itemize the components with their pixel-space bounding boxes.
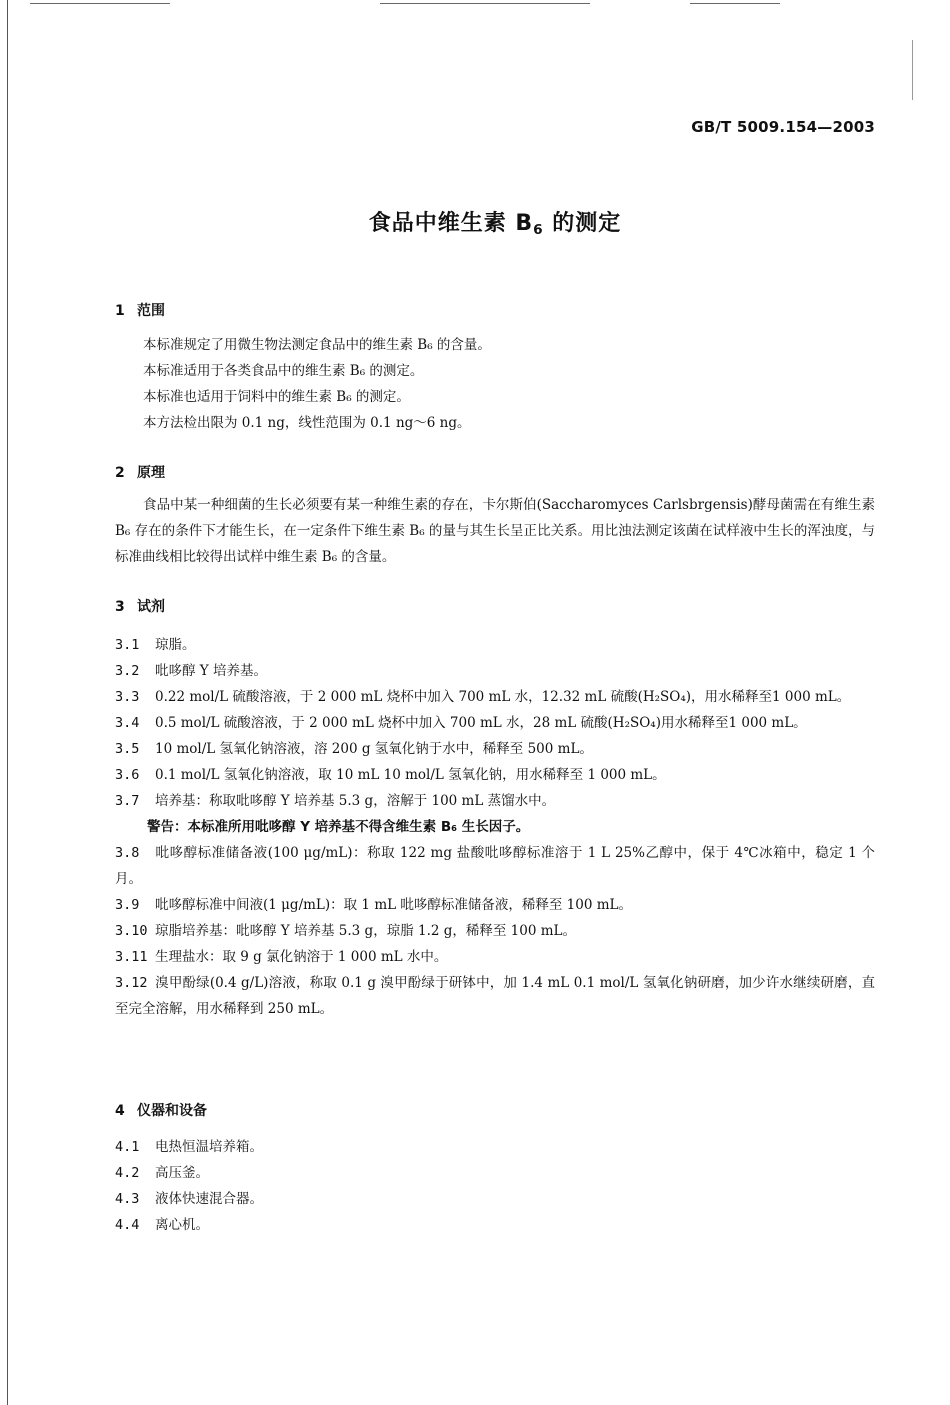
warning-note: 警告：本标准所用吡哆醇 Y 培养基不得含维生素 B₆ 生长因子。 [147, 819, 530, 835]
scan-top-rule [380, 3, 590, 4]
reagents-list [115, 632, 875, 1022]
title-text: 食品中维生素 B [368, 211, 534, 236]
list-item: 3.11 生理盐水：取 9 g 氯化钠溶于 1 000 mL 水中。 [115, 949, 448, 965]
list-item: 4.1 电热恒温培养箱。 [115, 1139, 263, 1155]
section-scope [115, 300, 875, 320]
section-number: 2 [115, 465, 125, 481]
list-item: 3.5 10 mol/L 氢氧化钠溶液，溶 200 g 氢氧化钠于水中，稀释至 500 mL。 [115, 741, 593, 757]
list-item: 3.6 0.1 mol/L 氢氧化钠溶液，取 10 mL 10 mol/L 氢氧化钠，用水稀释至 1 000 mL。 [115, 767, 666, 783]
title-tail: 的测定 [543, 211, 622, 236]
paragraph: 本标准规定了用微生物法测定食品中的维生素 B₆ 的含量。 [143, 337, 491, 353]
list-item: 3.1 琼脂。 [115, 637, 196, 653]
section-heading [115, 596, 875, 616]
list-item: 3.2 吡哆醇 Y 培养基。 [115, 663, 267, 679]
list-item: 3.8 吡哆醇标准储备液(100 μg/mL)：称取 122 mg 盐酸吡哆醇标准溶于 1 L 25%乙醇中，保于 4℃冰箱中，稳定 1 个月。 [115, 845, 875, 887]
list-item: 3.7 培养基：称取吡哆醇 Y 培养基 5.3 g，溶解于 100 mL 蒸馏水中。 [115, 793, 556, 809]
paragraph: 本标准也适用于饲料中的维生素 B₆ 的测定。 [143, 389, 410, 405]
standard-code: GB/T 5009.154—2003 [691, 118, 875, 136]
section-title: 仪器和设备 [137, 1103, 207, 1119]
list-item: 3.12 溴甲酚绿(0.4 g/L)溶液，称取 0.1 g 溴甲酚绿于研钵中，加 1.4 mL 0.1 mol/L 氢氧化钠研磨，加少许水继续研磨，直至完全溶解，用水稀释到 250 mL。 [115, 975, 875, 1017]
section-heading [115, 1100, 875, 1120]
section-number: 1 [115, 303, 125, 319]
document-title [0, 206, 950, 238]
section-title: 试剂 [137, 599, 165, 615]
list-item: 4.4 离心机。 [115, 1217, 209, 1233]
section-title: 范围 [137, 303, 165, 319]
section-heading [115, 300, 875, 320]
section-heading [115, 462, 875, 482]
list-item: 3.4 0.5 mol/L 硫酸溶液，于 2 000 mL 烧杯中加入 700 mL 水，28 mL 硫酸(H₂SO₄)用水稀释至1 000 mL。 [115, 715, 807, 731]
title-subscript: 6 [533, 222, 544, 239]
list-item: 3.10 琼脂培养基：吡哆醇 Y 培养基 5.3 g，琼脂 1.2 g，稀释至 100 mL。 [115, 923, 576, 939]
section-title: 原理 [137, 465, 165, 481]
section-principle [115, 462, 875, 482]
scan-side-mark [912, 40, 913, 100]
scan-top-rule [690, 3, 780, 4]
list-item: 3.9 吡哆醇标准中间液(1 μg/mL)：取 1 mL 吡哆醇标准储备液，稀释至 100 mL。 [115, 897, 632, 913]
apparatus-list [115, 1134, 875, 1238]
list-item: 3.3 0.22 mol/L 硫酸溶液，于 2 000 mL 烧杯中加入 700 mL 水，12.32 mL 硫酸(H₂SO₄)，用水稀释至1 000 mL。 [115, 689, 851, 705]
section-reagents [115, 596, 875, 616]
section-number: 3 [115, 599, 125, 615]
section-number: 4 [115, 1103, 125, 1119]
list-item: 4.2 高压釜。 [115, 1165, 209, 1181]
paragraph: 本标准适用于各类食品中的维生素 B₆ 的测定。 [143, 363, 424, 379]
list-item: 4.3 液体快速混合器。 [115, 1191, 263, 1207]
scope-body [115, 332, 875, 436]
section-apparatus [115, 1100, 875, 1120]
paragraph: 本方法检出限为 0.1 ng，线性范围为 0.1 ng～6 ng。 [143, 415, 471, 431]
scan-top-rule [30, 3, 170, 4]
principle-body [115, 492, 875, 570]
paragraph: 食品中某一种细菌的生长必须要有某一种维生素的存在，卡尔斯伯(Saccharomyces Carlsbrgensis)酵母菌需在有维生素 B₆ 存在的条件下才能生长，在一定条件下维生素 B₆ 的量与其生长呈正比关系。用比浊法测定该菌在试样液中生长的浑浊度，与标准曲线相比较得出试样中维生素 B₆ 的含量。 [115, 497, 875, 565]
